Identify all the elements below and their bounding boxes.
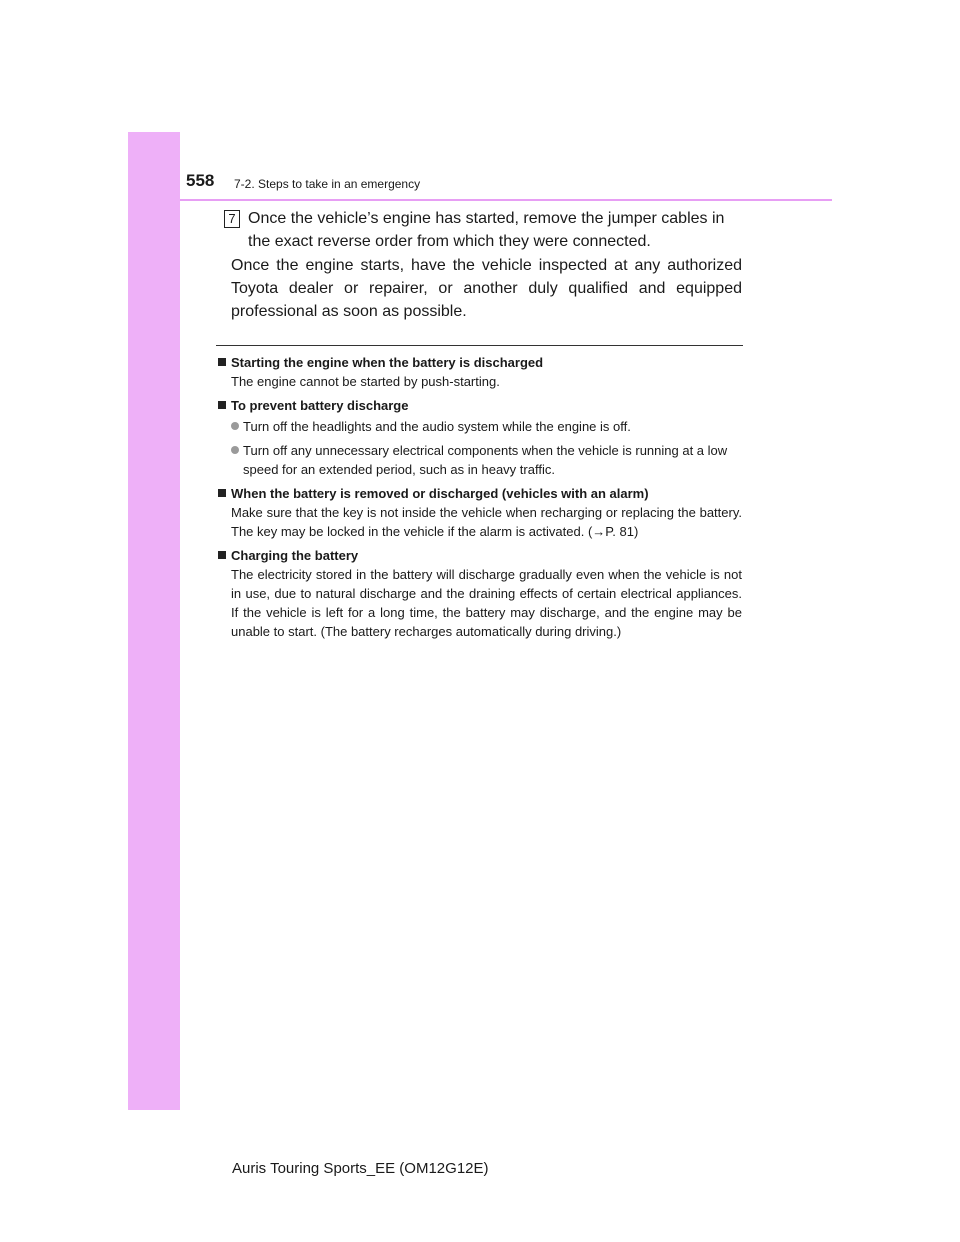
note-heading-text: To prevent battery discharge xyxy=(231,398,409,413)
note-heading xyxy=(218,396,742,415)
body-paragraph: Once the engine starts, have the vehicle inspected at any authorized Toyota dealer or repairer, or another duly qualified and equipped professional as soon as possible. xyxy=(231,257,742,320)
note-body: Make sure that the key is not inside the vehicle when recharging or replacing the battery. The key may be locked in the vehicle if the alarm is activated. (→P. 81) xyxy=(231,505,742,539)
note-body: The engine cannot be started by push-starting. xyxy=(231,374,500,389)
note-heading xyxy=(218,546,742,565)
footer-model-code: Auris Touring Sports_EE (OM12G12E) xyxy=(232,1160,489,1177)
list-item-text: Turn off the headlights and the audio system while the engine is off. xyxy=(243,419,631,434)
list-item xyxy=(231,441,742,479)
step-number-box: 7 xyxy=(224,210,240,228)
chapter-tab-sidebar xyxy=(128,132,180,1110)
note-heading xyxy=(218,353,742,372)
header-divider xyxy=(180,199,832,201)
list-item-text: Turn off any unnecessary electrical components when the vehicle is running at a low speed for an extended period, such as in heavy traffic. xyxy=(243,443,728,477)
list-item xyxy=(231,417,742,436)
square-bullet-icon xyxy=(218,401,226,409)
page-number: 558 xyxy=(186,171,215,190)
note-heading xyxy=(218,484,742,503)
notes-divider xyxy=(216,345,743,346)
circle-bullet-icon xyxy=(231,422,239,430)
notes-section xyxy=(218,353,742,646)
circle-bullet-icon xyxy=(231,446,239,454)
note-body: The electricity stored in the battery will discharge gradually even when the vehicle is not in use, due to natural discharge and the draining effects of certain electrical appliances. If the vehicle is left for a long time, the battery may discharge, and the engine may be unable to start. (The battery recharges automatically during driving.) xyxy=(231,567,742,639)
square-bullet-icon xyxy=(218,358,226,366)
square-bullet-icon xyxy=(218,551,226,559)
note-heading-text: When the battery is removed or discharged (vehicles with an alarm) xyxy=(231,486,649,501)
note-heading-text: Charging the battery xyxy=(231,548,359,563)
note-heading-text: Starting the engine when the battery is discharged xyxy=(231,355,544,370)
square-bullet-icon xyxy=(218,489,226,497)
section-title: 7-2. Steps to take in an emergency xyxy=(234,177,421,191)
step-text: Once the vehicle’s engine has started, remove the jumper cables in the exact reverse order from which they were connected. xyxy=(248,210,725,250)
